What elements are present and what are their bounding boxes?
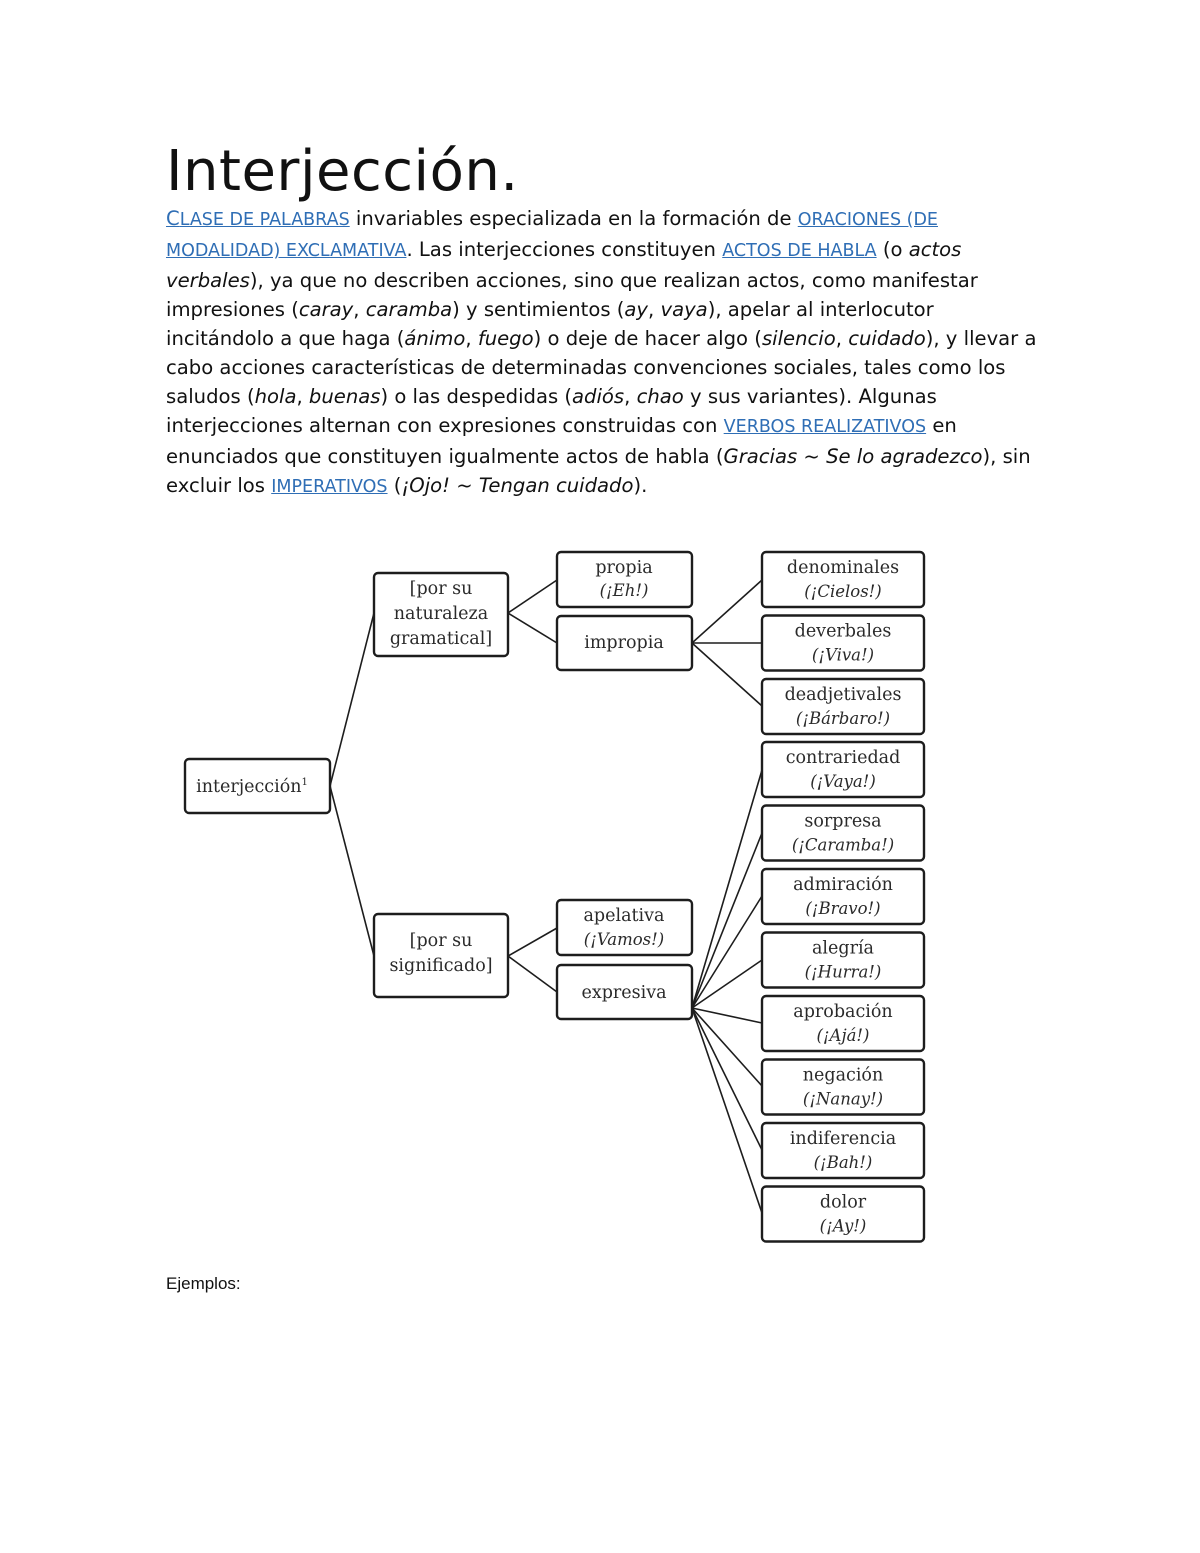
page-title: Interjección. [166,139,519,204]
node-dolor-example: (¡Ay!) [819,1216,867,1236]
edge-expresiva-sorpresa [692,833,762,1008]
node-significado-line1: [por su [409,931,473,951]
node-apelativa-example: (¡Vamos!) [583,930,665,949]
edge-expresiva-contrariedad [692,770,762,1008]
node-admiracion-label: admiración [793,875,893,895]
node-propia [557,552,692,607]
edge-branch2-apelativa [508,928,557,956]
node-admiracion-example: (¡Bravo!) [805,899,881,918]
node-naturaleza-gramatical [374,573,508,656]
node-contrariedad [762,742,924,797]
node-alegria [762,933,924,988]
edge-expresiva-admiracion [692,896,762,1008]
node-significado [374,914,508,997]
diagram-edges [330,580,762,1213]
diagram-svg [0,540,1200,1250]
link-imperativos[interactable]: IMPERATIVOS [271,477,388,497]
link-actos-de-habla[interactable]: ACTOS DE HABLA [722,241,877,261]
edge-branch2-expresiva [508,956,557,992]
node-indiferencia-example: (¡Bah!) [813,1153,873,1172]
edge-branch1-propia [508,580,557,613]
edge-impropia-denominales [692,580,762,643]
node-dolor-label: dolor [819,1192,867,1213]
node-interjeccion [185,759,330,813]
node-propia-example: (¡Eh!) [599,581,649,600]
node-contrariedad-example: (¡Vaya!) [810,772,876,791]
node-deadjetivales-label: deadjetivales [784,685,902,705]
node-significado-line2: significado] [389,956,493,976]
node-naturaleza-line3: gramatical] [389,629,493,649]
edge-impropia-deadjetivales [692,643,762,706]
edge-expresiva-negacion [692,1008,762,1086]
node-alegria-example: (¡Hurra!) [804,962,882,982]
node-aprobacion [762,996,924,1051]
node-naturaleza-line2: naturaleza [393,604,489,624]
examples-heading: Ejemplos: [166,1274,241,1293]
node-deverbales-example: (¡Viva!) [811,645,875,665]
node-propia-label: propia [595,558,653,578]
edge-root-branch1 [330,613,374,786]
link-oraciones-exclamativas[interactable]: ORACIONES (DE MODALIDAD) EXCLAMATIVA [166,210,938,261]
node-apelativa-label: apelativa [583,906,665,926]
node-sorpresa [762,806,924,861]
node-indiferencia-label: indiferencia [789,1129,897,1149]
node-negacion-example: (¡Nanay!) [802,1089,884,1109]
node-deadjetivales-example: (¡Bárbaro!) [795,709,891,728]
node-expresiva-label: expresiva [581,983,667,1003]
classification-diagram [0,540,1200,1250]
edge-branch1-impropia [508,613,557,643]
node-indiferencia [762,1123,924,1178]
node-apelativa [557,900,692,955]
node-interjeccion-label: interjección$^1$ [196,777,308,797]
node-sorpresa-example: (¡Caramba!) [791,835,895,855]
node-admiracion [762,869,924,924]
link-clase-de-palabras[interactable]: CLASE DE PALABRAS [166,207,350,230]
node-denominales-label: denominales [786,558,900,578]
expresiva-types [762,742,924,1242]
impropia-types [762,552,924,734]
node-deadjetivales [762,679,924,734]
node-denominales-example: (¡Cielos!) [804,582,882,601]
node-contrariedad-label: contrariedad [785,748,901,768]
node-deverbales-label: deverbales [794,621,892,642]
node-impropia [557,616,692,670]
node-denominales [762,552,924,607]
node-negacion [762,1060,924,1115]
node-naturaleza-line1: [por su [409,579,473,599]
node-dolor [762,1187,924,1242]
node-aprobacion-label: aprobación [793,1002,893,1022]
node-alegria-label: alegría [812,938,874,959]
node-deverbales [762,616,924,671]
edge-root-branch2 [330,786,374,956]
node-sorpresa-label: sorpresa [804,811,882,832]
node-impropia-label: impropia [584,633,664,653]
node-negacion-label: negación [802,1065,884,1086]
node-expresiva [557,965,692,1019]
link-verbos-realizativos[interactable]: VERBOS REALIZATIVOS [723,417,927,437]
edge-expresiva-alegria [692,960,762,1008]
edge-expresiva-indiferencia [692,1008,762,1150]
definition-paragraph: CLASE DE PALABRAS invariables especializada en la formación de ORACIONES (DE MODALIDAD) EXCLAMATIVA. Las interjecciones constituyen ACTOS DE HABLA (o actos verbales), ya que no describen acciones, sino que realizan actos, como manifestar impresiones (caray, caramba) y sentimientos (ay, vaya), apelar al interlocutor incitándolo a que haga (ánimo, fuego) o deje de hacer algo (silencio, cuidado), y llevar a cabo acciones características de determinadas convenciones sociales, tales como los saludos (hola, buenas) o las despedidas (adiós, chao y sus variantes). Algunas interjecciones alternan con expresiones construidas con VERBOS REALIZATIVOS en enunciados que constituyen igualmente actos de habla (Gracias ~ Se lo agradezco), sin excluir los IMPERATIVOS (¡Ojo! ~ Tengan cuidado). [166,207,1037,497]
node-aprobacion-example: (¡Ajá!) [816,1026,870,1045]
edge-expresiva-dolor [692,1008,762,1213]
